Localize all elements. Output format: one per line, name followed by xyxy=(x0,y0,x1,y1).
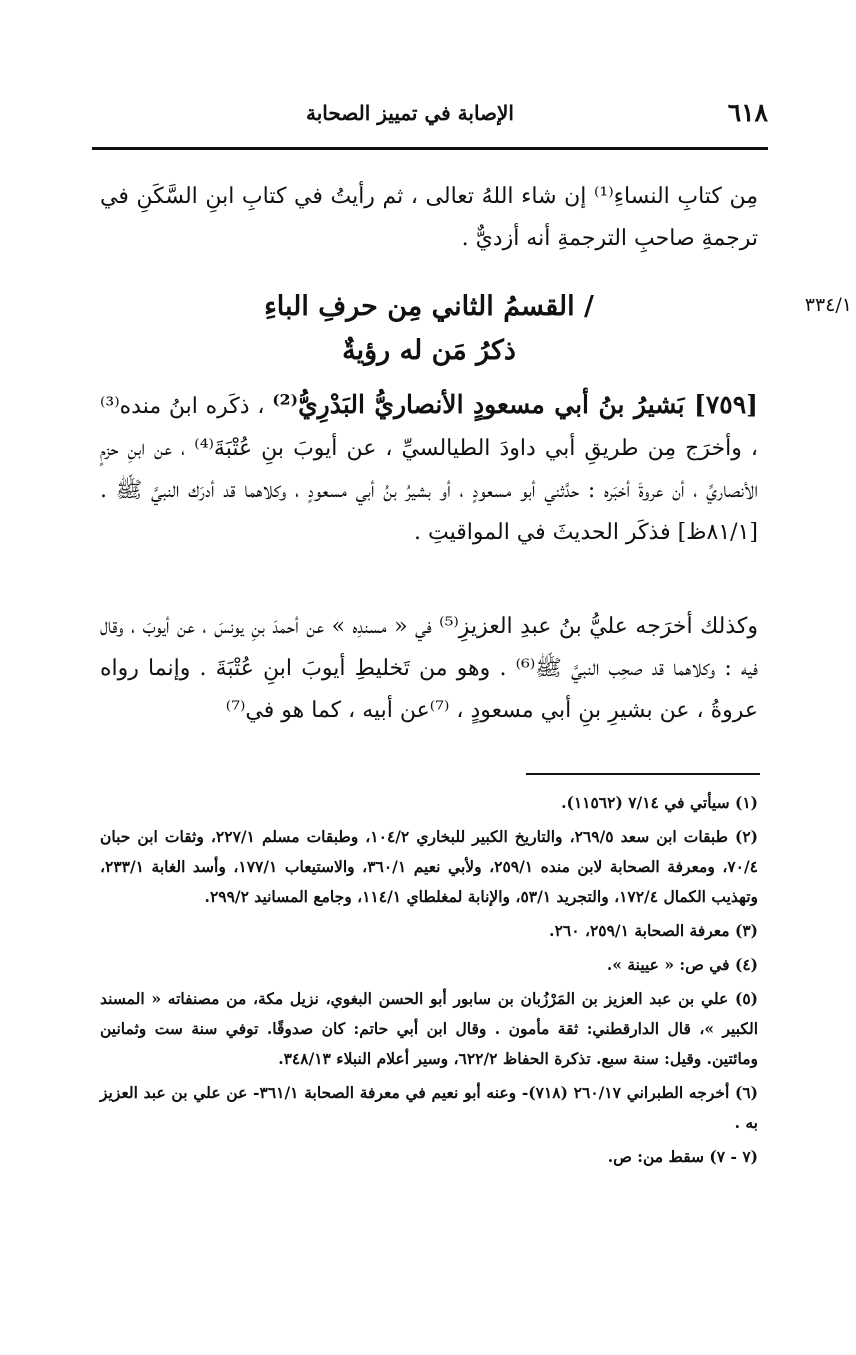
footnote: (٦) أخرجه الطبراني ٢٦٠/١٧ (٧١٨)- وعنه أبو نعيم في معرفة الصحابة ٣٦١/١- عن علي بن عبد العزيز به . xyxy=(100,1083,758,1132)
footnotes xyxy=(100,788,758,1176)
margin-reference: ٣٣٤/١ xyxy=(804,294,852,316)
section-heading: / القسمُ الثاني مِن حرفِ الباءِ xyxy=(264,291,594,322)
entry-text: ، ذكَره ابنُ منده⁽³⁾ ، وأخرَج مِن طريقِ أبي داودَ الطيالسيِّ ، عن أيوبَ بنِ عُتْبَةَ⁽⁴⁾ ، عن ابنِ حزمٍ الأنصاريِّ ، أن عروةَ أخبَره : حدَّثني أبو مسعودٍ ، أو بشيرُ بنُ أبي مسعودٍ ، وكلاهما قد أدرَك النبيَّ ﷺ . [٨١/١ظ] فذكَر الحديثَ في المواقيتِ . xyxy=(100,394,758,545)
paragraph-2: وكذلك أخرَجه عليُّ بنُ عبدِ العزيزِ⁽⁵⁾ في « مسندِه » عن أحمدَ بنِ يونسَ ، عن أيوبَ ، وقال فيه : وكلاهما قد صحِب النبيَّ ﷺ⁽⁶⁾ . وهو من تَخليطِ أيوبَ ابنِ عُتْبَةَ . وإنما رواه عروةُ ، عن بشيرِ بنِ أبي مسعودٍ ، ⁽⁷⁾عن أبيه ، كما هو في⁽⁷⁾ xyxy=(100,614,759,723)
footnote-rule xyxy=(526,773,760,775)
footnote: (١) سيأتي في ٧/١٤ (١١٥٦٢). xyxy=(561,793,758,812)
footnote: (٥) علي بن عبد العزيز بن المَرْزُبان بن سابور أبو الحسن البغوي، نزيل مكة، من مصنفاته « المسند الكبير »، قال الدارقطني: ثقة مأمون . وقال ابن أبي حاتم: كان صدوقًا. توفي سنة ست وثمانين ومائتين. وقيل: سنة سبع. تذكرة الحفاظ ٦٢٢/٢، وسير أعلام النبلاء ٣٤٨/١٣. xyxy=(100,989,758,1068)
header-rule xyxy=(92,147,768,150)
section-subheading: ذكرُ مَن له رؤيةٌ xyxy=(342,335,516,366)
page-number: ٦١٨ xyxy=(727,98,768,127)
running-title: الإصابة في تمييز الصحابة xyxy=(306,101,514,125)
intro-paragraph: مِن كتابِ النساءِ⁽¹⁾ إن شاء اللهُ تعالى ، ثم رأيتُ في كتابِ ابنِ السَّكَنِ في ترجمةِ صاحبِ الترجمةِ أنه أزديٌّ . xyxy=(100,184,759,251)
footnote: (٧ - ٧) سقط من: ص. xyxy=(607,1147,758,1166)
footnote: (٢) طبقات ابن سعد ٢٦٩/٥، والتاريخ الكبير للبخاري ١٠٤/٢، وطبقات مسلم ٢٢٧/١، وثقات ابن حبان ٧٠/٤، ومعرفة الصحابة لابن منده ٢٥٩/١، ولأبي نعيم ٣٦٠/١، والاستيعاب ١٧٧/١، وأسد الغابة ٢٣٣/١، وتهذيب الكمال ١٧٢/٤، والتجريد ٥٣/١، والإنابة لمغلطاي ١١٤/١، وجامع المسانيد ٢٩٩/٢. xyxy=(100,827,758,906)
footnote: (٤) في ص: « عيينة ». xyxy=(606,955,758,974)
page-header xyxy=(92,96,768,130)
footnote: (٣) معرفة الصحابة ٢٥٩/١، ٢٦٠. xyxy=(549,921,758,940)
entry-heading: [٧٥٩] بَشيرُ بنُ أبي مسعودٍ الأنصاريُّ البَدْرِيُّ⁽²⁾ xyxy=(272,390,758,419)
entry-759 xyxy=(100,384,758,554)
